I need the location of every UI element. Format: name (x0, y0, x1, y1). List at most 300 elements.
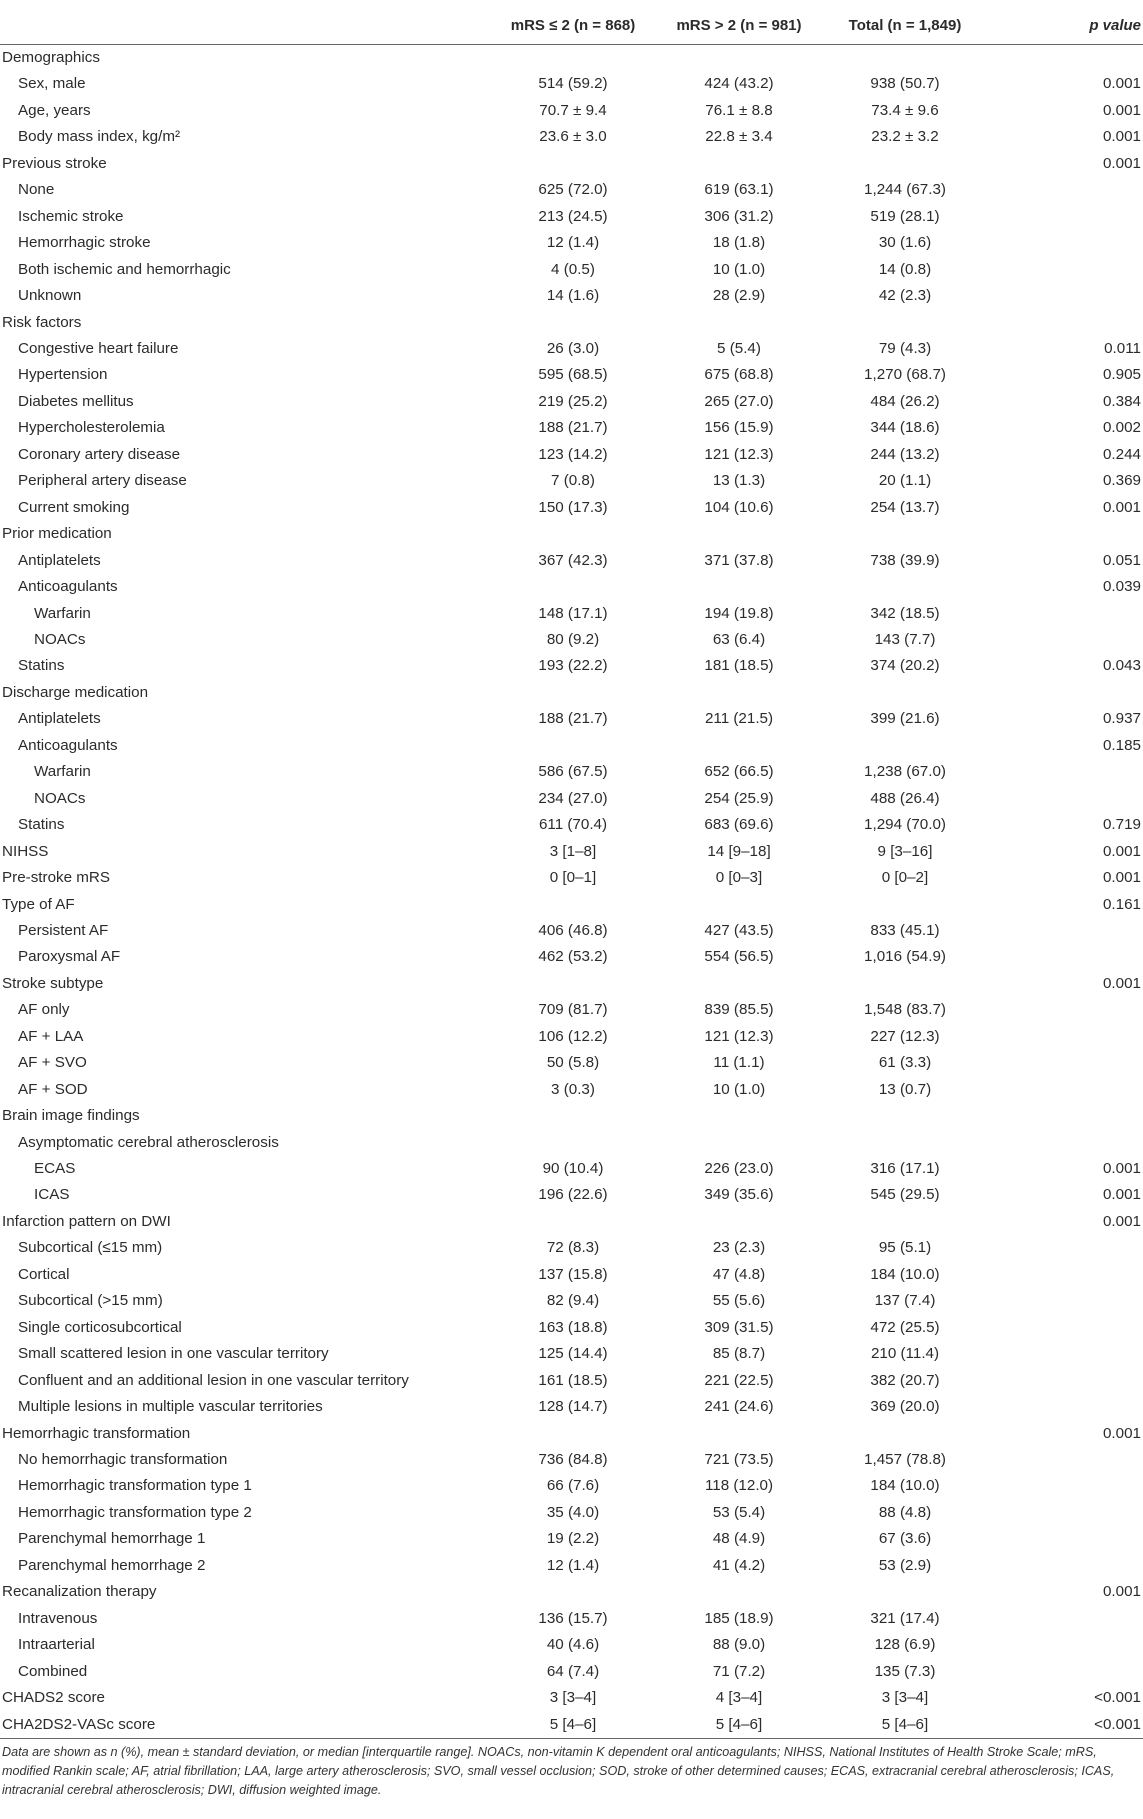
cell-p-value: 0.039 (1102, 578, 1141, 596)
cell-p-value: <0.001 (988, 1712, 1143, 1739)
row-label: Brain image findings (2, 1107, 140, 1125)
cell-mrs-low: 136 (15.7) (538, 1609, 608, 1627)
cell-total: 1,270 (68.7) (864, 366, 946, 384)
cell-p-value (988, 1394, 1143, 1420)
cell-mrs-low: 736 (84.8) (538, 1451, 608, 1469)
cell-p-value (988, 627, 1143, 653)
table-row (0, 45, 1143, 72)
table-row (0, 1659, 1143, 1685)
table-row (0, 521, 1143, 547)
cell-mrs-high: 5 [4–6] (656, 1712, 822, 1739)
cell-total: 472 (25.5) (870, 1318, 940, 1336)
cell-p-value: 0.001 (1102, 1583, 1141, 1601)
row-label: CHADS2 score (2, 1689, 105, 1707)
cell-p-value (988, 1606, 1143, 1632)
cell-mrs-high: 254 (25.9) (704, 789, 774, 807)
cell-total: 23.2 ± 3.2 (871, 128, 939, 146)
cell-mrs-high (656, 1103, 822, 1129)
header-label (0, 6, 490, 45)
cell-total (822, 45, 988, 72)
row-label: Sex, male (18, 75, 86, 93)
row-label: Paroxysmal AF (18, 948, 121, 966)
cell-mrs-low: 26 (3.0) (546, 339, 600, 357)
cell-p-value: 0.185 (1102, 736, 1141, 754)
cell-mrs-high (656, 574, 822, 600)
cell-mrs-low: 40 (4.6) (546, 1636, 600, 1654)
cell-mrs-low: 0 [0–1] (549, 869, 597, 887)
cell-p-value (988, 310, 1143, 336)
cell-mrs-low: 514 (59.2) (538, 75, 608, 93)
cell-mrs-high: 309 (31.5) (704, 1318, 774, 1336)
cell-mrs-high: 185 (18.9) (704, 1609, 774, 1627)
cell-mrs-high: 88 (9.0) (712, 1636, 766, 1654)
cell-p-value (988, 1235, 1143, 1261)
row-label: Parenchymal hemorrhage 2 (18, 1556, 206, 1574)
table-row (0, 1685, 1143, 1711)
cell-p-value (988, 1500, 1143, 1526)
cell-mrs-high (656, 521, 822, 547)
table-row (0, 1606, 1143, 1632)
cell-p-value: 0.001 (1102, 974, 1141, 992)
row-label: Both ischemic and hemorrhagic (18, 260, 231, 278)
cell-mrs-low: 3 (0.3) (551, 1080, 595, 1098)
cell-mrs-high: 48 (4.9) (712, 1530, 766, 1548)
cell-p-value: 0.244 (1102, 445, 1141, 463)
cell-mrs-low: 213 (24.5) (538, 207, 608, 225)
cell-mrs-low: 188 (21.7) (538, 710, 608, 728)
table-row (0, 627, 1143, 653)
cell-mrs-high: 156 (15.9) (704, 419, 774, 437)
cell-p-value (988, 944, 1143, 970)
cell-mrs-low: 82 (9.4) (546, 1292, 600, 1310)
cell-total: 488 (26.4) (870, 789, 940, 807)
table-row (0, 997, 1143, 1023)
row-label: Single corticosubcortical (18, 1318, 182, 1336)
table-row (0, 442, 1143, 468)
cell-mrs-high: 22.8 ± 3.4 (705, 128, 773, 146)
cell-mrs-low: 19 (2.2) (546, 1530, 600, 1548)
cell-mrs-low: 4 (0.5) (551, 260, 595, 278)
cell-total: 1,457 (78.8) (864, 1451, 946, 1469)
cell-total: 382 (20.7) (870, 1371, 940, 1389)
cell-p-value (988, 1315, 1143, 1341)
cell-mrs-high: 11 (1.1) (713, 1054, 765, 1072)
row-label: Persistent AF (18, 921, 109, 939)
cell-mrs-high: 221 (22.5) (704, 1371, 774, 1389)
table-row (0, 892, 1143, 918)
row-label: No hemorrhagic transformation (18, 1451, 228, 1469)
row-label: Pre-stroke mRS (2, 869, 111, 887)
cell-mrs-low (490, 310, 656, 336)
cell-mrs-high: 265 (27.0) (704, 392, 774, 410)
row-label: Intravenous (18, 1609, 98, 1627)
cell-mrs-high (656, 971, 822, 997)
table-row (0, 601, 1143, 627)
row-label: Unknown (18, 287, 82, 305)
cell-total: 254 (13.7) (870, 498, 940, 516)
cell-total: 344 (18.6) (870, 419, 940, 437)
cell-p-value: 0.001 (1102, 1186, 1141, 1204)
row-label: Warfarin (34, 763, 91, 781)
cell-total (822, 1209, 988, 1235)
cell-mrs-high: 0 [0–3] (715, 869, 763, 887)
cell-mrs-low (490, 971, 656, 997)
cell-total: 61 (3.3) (878, 1054, 932, 1072)
row-label: Asymptomatic cerebral atherosclerosis (18, 1133, 279, 1151)
row-label: Congestive heart failure (18, 339, 179, 357)
row-label: Statins (18, 657, 65, 675)
table-row (0, 548, 1143, 574)
cell-mrs-low (490, 574, 656, 600)
cell-p-value: 0.001 (1102, 101, 1141, 119)
cell-total: 1,294 (70.0) (864, 816, 946, 834)
row-label: AF + LAA (18, 1027, 84, 1045)
cell-mrs-low: 23.6 ± 3.0 (539, 128, 607, 146)
table-row (0, 1050, 1143, 1076)
cell-mrs-low (490, 1130, 656, 1156)
row-label: Stroke subtype (2, 974, 104, 992)
cell-p-value (988, 283, 1143, 309)
cell-mrs-low: 611 (70.4) (538, 816, 608, 834)
row-label: Warfarin (34, 604, 91, 622)
cell-p-value: 0.001 (1102, 842, 1141, 860)
table-row (0, 1130, 1143, 1156)
row-label: Coronary artery disease (18, 445, 181, 463)
table-row (0, 574, 1143, 600)
cell-total: 210 (11.4) (870, 1345, 940, 1363)
cell-total (822, 521, 988, 547)
table-row (0, 653, 1143, 679)
cell-mrs-high: 427 (43.5) (704, 921, 774, 939)
table-row (0, 786, 1143, 812)
cell-total: 3 [3–4] (881, 1689, 929, 1707)
row-label: Subcortical (≤15 mm) (18, 1239, 163, 1257)
cell-total: 321 (17.4) (870, 1609, 940, 1627)
table-row (0, 1394, 1143, 1420)
cell-p-value (988, 1262, 1143, 1288)
baseline-characteristics-table (0, 6, 1143, 1739)
table-row (0, 1712, 1143, 1739)
cell-mrs-low: 50 (5.8) (546, 1054, 600, 1072)
cell-mrs-high: 675 (68.8) (704, 366, 774, 384)
row-label: Age, years (18, 101, 91, 119)
cell-mrs-high: 14 [9–18] (707, 842, 771, 860)
cell-total (822, 151, 988, 177)
cell-p-value: 0.905 (1102, 366, 1141, 384)
table-row (0, 389, 1143, 415)
row-label: Hemorrhagic transformation type 1 (18, 1477, 252, 1495)
table-row (0, 336, 1143, 362)
row-label: Type of AF (2, 895, 75, 913)
cell-mrs-high: 118 (12.0) (704, 1477, 774, 1495)
row-label: Diabetes mellitus (18, 392, 134, 410)
cell-p-value (988, 45, 1143, 72)
cell-mrs-high: 194 (19.8) (704, 604, 774, 622)
cell-p-value: 0.043 (1102, 657, 1141, 675)
table-row (0, 415, 1143, 441)
table-row (0, 1315, 1143, 1341)
cell-total: 184 (10.0) (870, 1265, 940, 1283)
cell-mrs-high: 371 (37.8) (704, 551, 774, 569)
table-row (0, 944, 1143, 970)
table-row (0, 1103, 1143, 1129)
row-label: Body mass index, kg/m² (18, 128, 181, 146)
cell-mrs-high (656, 1421, 822, 1447)
table-row (0, 1553, 1143, 1579)
cell-mrs-high: 18 (1.8) (712, 234, 766, 252)
cell-mrs-low: 72 (8.3) (546, 1239, 600, 1257)
cell-mrs-low: 193 (22.2) (538, 657, 608, 675)
table-row (0, 1235, 1143, 1261)
cell-mrs-high: 839 (85.5) (704, 1001, 774, 1019)
row-label: Cortical (18, 1265, 70, 1283)
cell-mrs-low (490, 733, 656, 759)
cell-mrs-high: 28 (2.9) (712, 287, 766, 305)
row-label: AF + SVO (18, 1054, 87, 1072)
cell-total (822, 574, 988, 600)
cell-p-value: <0.001 (1094, 1689, 1141, 1707)
cell-p-value: 0.001 (1102, 75, 1141, 93)
table-row (0, 680, 1143, 706)
cell-mrs-high: 41 (4.2) (712, 1556, 766, 1574)
cell-mrs-low: 7 (0.8) (551, 472, 595, 490)
table-row (0, 733, 1143, 759)
cell-p-value (988, 521, 1143, 547)
row-label: Statins (18, 816, 65, 834)
cell-total: 519 (28.1) (870, 207, 940, 225)
cell-mrs-low (490, 1209, 656, 1235)
cell-mrs-high: 181 (18.5) (704, 657, 774, 675)
row-label: NIHSS (2, 842, 49, 860)
cell-mrs-high (656, 680, 822, 706)
cell-mrs-high: 211 (21.5) (704, 710, 774, 728)
row-label: Previous stroke (2, 154, 107, 172)
cell-mrs-high: 10 (1.0) (712, 260, 766, 278)
cell-mrs-high: 554 (56.5) (704, 948, 774, 966)
row-label: Anticoagulants (18, 578, 118, 596)
cell-p-value (988, 1050, 1143, 1076)
cell-mrs-high: 226 (23.0) (704, 1160, 774, 1178)
cell-p-value (988, 918, 1143, 944)
cell-total: 0 [0–2] (881, 869, 929, 887)
cell-p-value (988, 230, 1143, 256)
cell-total: 369 (20.0) (870, 1398, 940, 1416)
table-row (0, 1156, 1143, 1182)
cell-p-value (988, 1368, 1143, 1394)
cell-total: 184 (10.0) (870, 1477, 940, 1495)
cell-mrs-low: 70.7 ± 9.4 (539, 101, 607, 119)
cell-total: 42 (2.3) (878, 287, 932, 305)
row-label: Intraarterial (18, 1636, 95, 1654)
cell-mrs-high: 619 (63.1) (704, 181, 774, 199)
cell-p-value (988, 601, 1143, 627)
cell-total: 135 (7.3) (874, 1662, 936, 1680)
cell-mrs-high: 652 (66.5) (704, 763, 774, 781)
cell-mrs-low (490, 1421, 656, 1447)
cell-mrs-low: 367 (42.3) (538, 551, 608, 569)
cell-total: 316 (17.1) (870, 1160, 940, 1178)
cell-mrs-high (656, 1130, 822, 1156)
table-row (0, 1473, 1143, 1499)
table-row (0, 971, 1143, 997)
table-row (0, 283, 1143, 309)
cell-mrs-low: 3 [3–4] (549, 1689, 597, 1707)
cell-total: 88 (4.8) (878, 1503, 932, 1521)
table-row (0, 1288, 1143, 1314)
table-row (0, 177, 1143, 203)
row-label: Peripheral artery disease (18, 472, 187, 490)
table-row (0, 257, 1143, 283)
cell-total: 13 (0.7) (878, 1080, 932, 1098)
cell-mrs-high: 121 (12.3) (704, 1027, 774, 1045)
cell-mrs-low (490, 1579, 656, 1605)
cell-p-value (988, 1553, 1143, 1579)
cell-mrs-high (656, 1209, 822, 1235)
row-label: Confluent and an additional lesion in one vascular territory (18, 1371, 409, 1389)
table-row (0, 98, 1143, 124)
cell-total: 95 (5.1) (878, 1239, 932, 1257)
cell-total: 73.4 ± 9.6 (871, 101, 939, 119)
cell-mrs-low: 125 (14.4) (538, 1345, 608, 1363)
cell-mrs-low: 106 (12.2) (538, 1027, 608, 1045)
cell-mrs-low: 219 (25.2) (538, 392, 608, 410)
cell-mrs-low: 137 (15.8) (538, 1265, 608, 1283)
cell-mrs-low: 3 [1–8] (549, 842, 597, 860)
row-label: ICAS (34, 1186, 70, 1204)
table-row (0, 812, 1143, 838)
cell-total: 53 (2.9) (878, 1556, 932, 1574)
row-label: Prior medication (2, 525, 112, 543)
cell-mrs-low: 462 (53.2) (538, 948, 608, 966)
cell-mrs-high: 104 (10.6) (704, 498, 774, 516)
cell-total (822, 971, 988, 997)
row-label: Demographics (2, 49, 100, 66)
cell-total: 9 [3–16] (877, 842, 933, 860)
table-row (0, 1526, 1143, 1552)
cell-mrs-high: 683 (69.6) (704, 816, 774, 834)
cell-mrs-high: 13 (1.3) (712, 472, 766, 490)
cell-total: 244 (13.2) (870, 445, 940, 463)
table-row (0, 1447, 1143, 1473)
table-row (0, 230, 1143, 256)
cell-p-value (988, 1024, 1143, 1050)
cell-mrs-high (656, 733, 822, 759)
cell-mrs-low: 64 (7.4) (546, 1662, 600, 1680)
cell-mrs-low: 148 (17.1) (538, 604, 608, 622)
table-header-row (0, 6, 1143, 45)
table-row (0, 151, 1143, 177)
cell-p-value (988, 680, 1143, 706)
cell-total: 143 (7.7) (874, 630, 936, 648)
cell-mrs-low: 595 (68.5) (538, 366, 608, 384)
cell-mrs-low (490, 521, 656, 547)
table-row (0, 706, 1143, 732)
cell-mrs-high: 306 (31.2) (704, 207, 774, 225)
cell-mrs-low: 128 (14.7) (538, 1398, 608, 1416)
cell-mrs-high (656, 45, 822, 72)
table-row (0, 1579, 1143, 1605)
cell-mrs-low: 5 [4–6] (490, 1712, 656, 1739)
table-row (0, 1421, 1143, 1447)
cell-total: 399 (21.6) (870, 710, 940, 728)
cell-mrs-low: 161 (18.5) (538, 1371, 608, 1389)
cell-total: 833 (45.1) (870, 921, 940, 939)
row-label: Hemorrhagic stroke (18, 234, 151, 252)
cell-mrs-high: 53 (5.4) (712, 1503, 766, 1521)
table-row (0, 1500, 1143, 1526)
cell-mrs-high: 349 (35.6) (704, 1186, 774, 1204)
cell-mrs-low: 163 (18.8) (538, 1318, 608, 1336)
cell-p-value (988, 1103, 1143, 1129)
cell-p-value (988, 257, 1143, 283)
cell-p-value (988, 786, 1143, 812)
cell-total: 738 (39.9) (870, 551, 940, 569)
row-label: Multiple lesions in multiple vascular territories (18, 1398, 323, 1416)
cell-total: 1,016 (54.9) (864, 948, 946, 966)
cell-mrs-low (490, 1103, 656, 1129)
cell-mrs-high: 4 [3–4] (715, 1689, 763, 1707)
cell-total: 20 (1.1) (878, 472, 932, 490)
cell-p-value (988, 1130, 1143, 1156)
cell-total: 227 (12.3) (870, 1027, 940, 1045)
cell-total (822, 1421, 988, 1447)
cell-total: 5 [4–6] (822, 1712, 988, 1739)
cell-p-value (988, 1659, 1143, 1685)
cell-mrs-low (490, 151, 656, 177)
cell-total: 484 (26.2) (870, 392, 940, 410)
header-total: Total (n = 1,849) (822, 6, 988, 45)
row-label: Parenchymal hemorrhage 1 (18, 1530, 206, 1548)
table-body (0, 45, 1143, 1739)
cell-mrs-high: 85 (8.7) (712, 1345, 766, 1363)
table-row (0, 310, 1143, 336)
cell-p-value (988, 1341, 1143, 1367)
row-label: ECAS (34, 1160, 76, 1178)
cell-mrs-low: 35 (4.0) (546, 1503, 600, 1521)
cell-mrs-low: 188 (21.7) (538, 419, 608, 437)
cell-mrs-low (490, 45, 656, 72)
cell-mrs-low (490, 892, 656, 918)
cell-mrs-low: 123 (14.2) (538, 445, 608, 463)
cell-p-value (988, 1526, 1143, 1552)
cell-p-value: 0.051 (1102, 551, 1141, 569)
cell-p-value (988, 177, 1143, 203)
cell-mrs-high: 63 (6.4) (712, 630, 766, 648)
table-row (0, 71, 1143, 97)
cell-p-value: 0.937 (1102, 710, 1141, 728)
row-label: AF + SOD (18, 1080, 88, 1098)
table-row (0, 1077, 1143, 1103)
row-label: Subcortical (>15 mm) (18, 1292, 163, 1310)
cell-p-value: 0.001 (1102, 1424, 1141, 1442)
cell-mrs-low: 14 (1.6) (546, 287, 600, 305)
cell-mrs-high: 721 (73.5) (704, 1451, 774, 1469)
cell-p-value: 0.001 (1102, 128, 1141, 146)
header-p-value: p value (988, 6, 1143, 45)
cell-mrs-low: 12 (1.4) (546, 234, 600, 252)
cell-mrs-high: 55 (5.6) (712, 1292, 766, 1310)
cell-mrs-high: 121 (12.3) (704, 445, 774, 463)
cell-mrs-low: 586 (67.5) (538, 763, 608, 781)
cell-p-value: 0.001 (1102, 869, 1141, 887)
cell-p-value: 0.384 (1102, 392, 1141, 410)
cell-p-value (988, 204, 1143, 230)
cell-p-value: 0.002 (1102, 419, 1141, 437)
table-row (0, 468, 1143, 494)
cell-mrs-low: 90 (10.4) (542, 1160, 604, 1178)
row-label: Antiplatelets (18, 551, 101, 569)
table-row (0, 1341, 1143, 1367)
